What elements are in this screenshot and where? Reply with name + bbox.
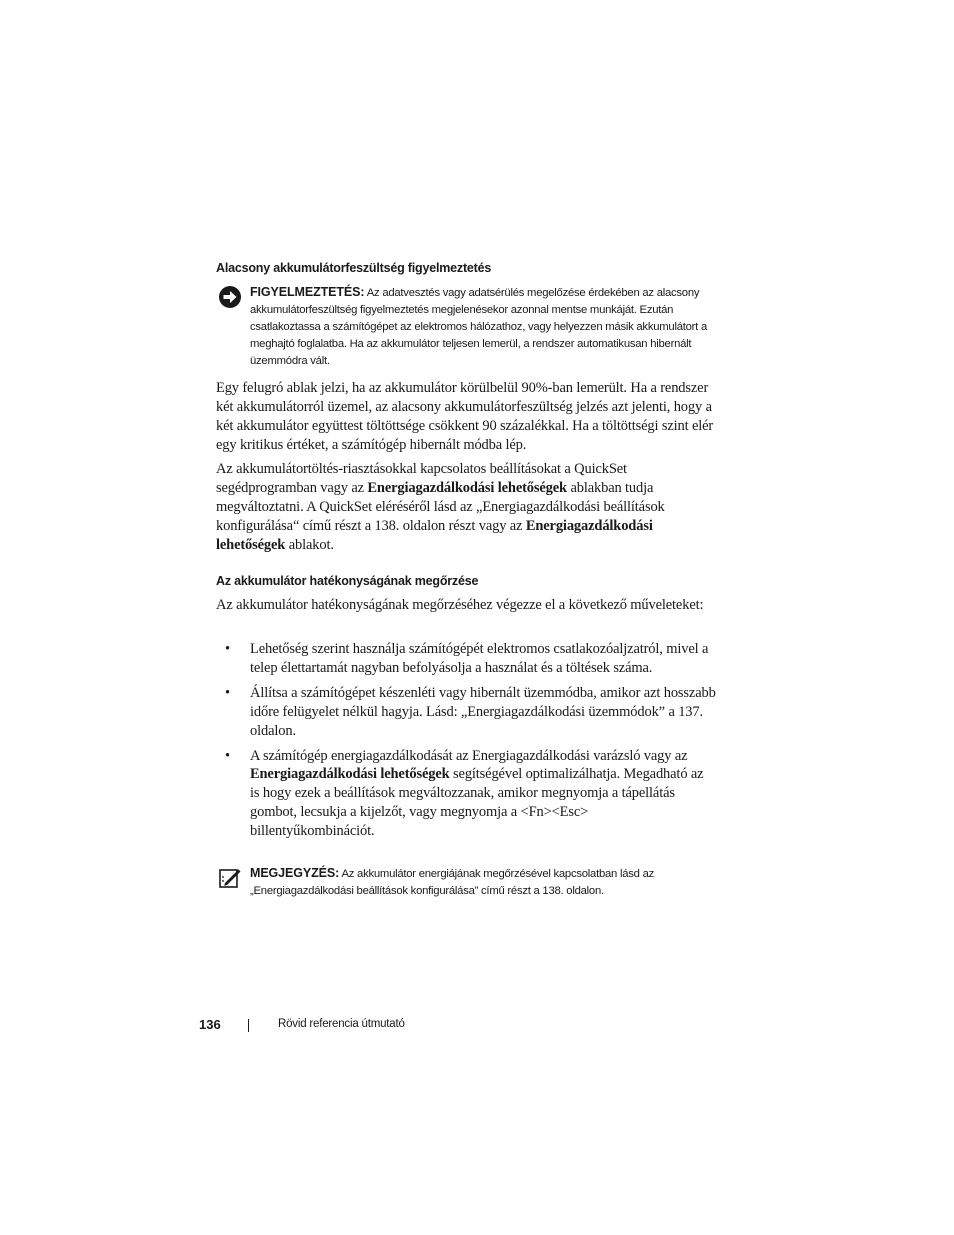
list-item-text: segítségével optimalizálhatja. Megadható az is hogy ezek a beállítások megváltozzanak, amikor megnyomja a tápellátás gombot, lecsukja a kijelzőt, vagy megnyomja a <Fn><Esc> billentyűkombinációt. <box>250 766 704 840</box>
note-body: Az akkumulátor energiájának megőrzésével kapcsolatban lásd az „Energiagazdálkodási beállítások konfigurálása” című részt a 138. oldalon. <box>250 868 655 898</box>
warning-body: Az adatvesztés vagy adatsérülés megelőzése érdekében az alacsony akkumulátorfeszültség figyelmeztetés megjelenésekor azonnal mentse munkáját. Ezután csatlakoztassa a számítógépet az elektromos hálózathoz, vagy helyezzen másik akkumulátort a meghajtó foglalatba. Ha az akkumulátor teljesen lemerül, a rendszer automatikusan hibernált üzemmódra vált. <box>250 287 707 368</box>
list-item-text: Lehetőség szerint használja számítógépét elektromos csatlakozóaljzatról, mivel a telep élettartamát nagyban befolyásolja a használat és a töltések száma. <box>250 641 709 676</box>
page-number: 136 <box>199 1017 221 1032</box>
note-label: MEGJEGYZÉS: <box>250 866 340 880</box>
list-item-text: A számítógép energiagazdálkodását az Energiagazdálkodási varázsló vagy az <box>250 747 688 764</box>
section-heading-low-battery: Alacsony akkumulátorfeszültség figyelmeztetés <box>216 261 492 275</box>
bullet-icon: • <box>225 641 230 657</box>
text-run: Az akkumulátortöltés-riasztásokkal kapcsolatos beállításokat a QuickSet segédprogramban vagy az <box>216 461 627 496</box>
bullet-icon: • <box>225 684 230 701</box>
bullet-list <box>216 640 716 847</box>
section-heading-battery-performance: Az akkumulátor hatékonyságának megőrzése <box>216 574 479 588</box>
paragraph-alarm-settings <box>216 460 716 555</box>
warning-arrow-icon <box>218 285 242 309</box>
bold-ui-term: Energiagazdálkodási lehetőségek <box>367 479 567 496</box>
footer-divider <box>248 1019 249 1032</box>
list-item <box>216 684 716 741</box>
list-item <box>216 747 716 842</box>
paragraph-low-battery-popup: Egy felugró ablak jelzi, ha az akkumulátor körülbelül 90%-ban lemerült. Ha a rendszer két akkumulátorról üzemel, az alacsony akkumulátorfeszültség jelzés azt jelenti, hogy a két akkumulátor együttest töltöttsége csökkent 90 százalékkal. Ha a töltöttségi szint elér egy kritikus értéket, a számítógép hibernált módba lép. <box>216 380 714 453</box>
footer-title: Rövid referencia útmutató <box>278 1018 405 1030</box>
bold-ui-term: Energiagazdálkodási lehetőségek <box>250 766 450 783</box>
text-run: ablakot. <box>285 536 334 553</box>
note-text <box>250 865 720 900</box>
list-item <box>216 640 716 678</box>
bullet-icon: • <box>225 747 230 764</box>
note-pencil-icon <box>218 866 242 890</box>
warning-text <box>250 284 720 370</box>
list-item-text: Állítsa a számítógépet készenléti vagy hibernált üzemmódba, amikor azt hosszabb időre felügyelet nélkül hagyja. Lásd: „Energiagazdálkodási üzemmódok” a 137. oldalon. <box>250 684 716 739</box>
text-run: ablakban tudja megváltoztatni. A QuickSet eléréséről lásd az „Energiagazdálkodási beállítások konfigurálása“ című részt a 138. oldalon részt vagy az <box>216 479 665 534</box>
warning-label: FIGYELMEZTETÉS: <box>250 285 365 299</box>
bold-ui-term: Energiagazdálkodási lehetőségek <box>216 517 653 553</box>
paragraph-performance-intro: Az akkumulátor hatékonyságának megőrzéséhez végezze el a következő műveleteket: <box>216 597 704 613</box>
